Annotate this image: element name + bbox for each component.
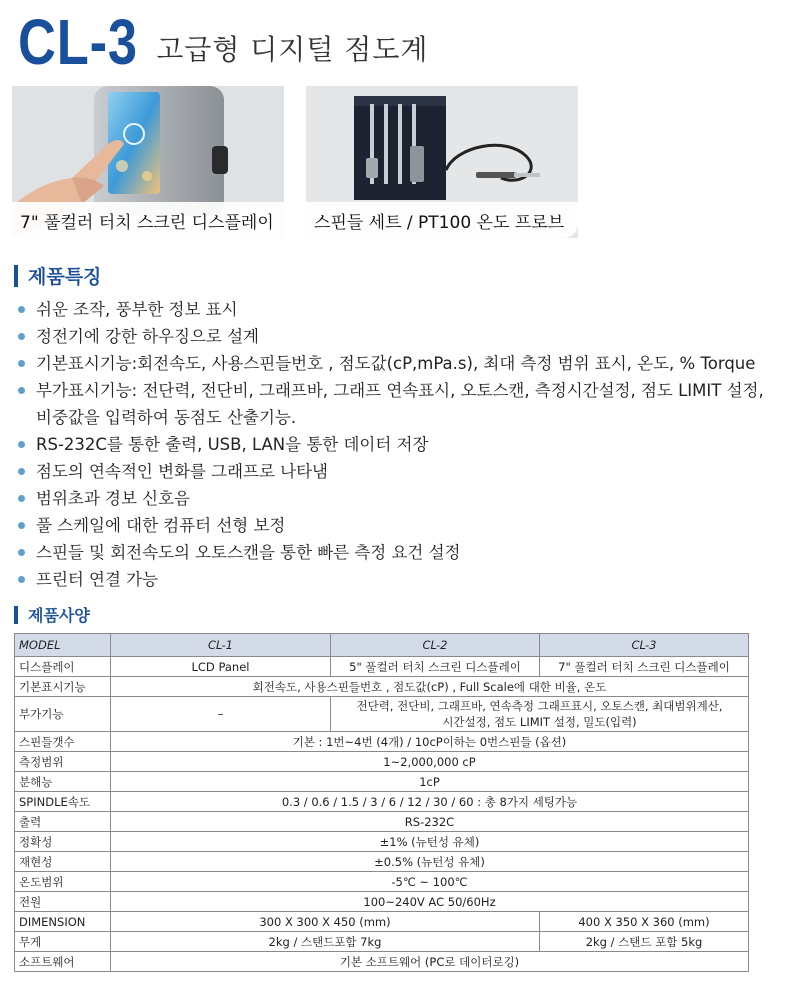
heading-bar	[14, 265, 18, 287]
heading-bar	[14, 606, 18, 624]
column-header: MODEL	[15, 634, 111, 657]
table-cell: 7" 풀컬러 터치 스크린 디스플레이	[540, 657, 749, 677]
table-row	[15, 697, 749, 732]
row-label: 무게	[15, 932, 111, 952]
bullet-icon	[18, 468, 25, 475]
table-cell: –	[111, 697, 331, 732]
spec-title: 제품사양	[28, 606, 90, 625]
table-row	[15, 657, 749, 677]
spec-heading	[14, 603, 90, 626]
table-cell: ±0.5% (뉴턴성 유체)	[111, 852, 749, 872]
bullet-icon	[18, 495, 25, 502]
page-header	[18, 4, 429, 78]
table-row	[15, 677, 749, 697]
table-cell: 0.3 / 0.6 / 1.5 / 3 / 6 / 12 / 30 / 60 : 총 8가지 세팅가능	[111, 792, 749, 812]
row-label: 기본표시기능	[15, 677, 111, 697]
table-cell: 5" 풀컬러 터치 스크린 디스플레이	[331, 657, 540, 677]
row-label: 전원	[15, 892, 111, 912]
table-cell: 기본 : 1번~4번 (4개) / 10cP이하는 0번스핀들 (옵션)	[111, 732, 749, 752]
list-item: 프린터 연결 가능	[16, 566, 786, 593]
list-item: 범위초과 경보 신호음	[16, 485, 786, 512]
table-row	[15, 752, 749, 772]
cell-line: 전단력, 전단비, 그래프바, 연속측정 그래프표시, 오토스캔, 최대범위계산,	[356, 699, 723, 713]
table-cell: 100~240V AC 50/60Hz	[111, 892, 749, 912]
table-cell: -5℃ ~ 100℃	[111, 872, 749, 892]
table-cell: 2kg / 스탠드포함 7kg	[111, 932, 540, 952]
column-header: CL-1	[111, 634, 331, 657]
table-cell: 1~2,000,000 cP	[111, 752, 749, 772]
table-row	[15, 892, 749, 912]
spec-table	[14, 633, 749, 972]
list-item: RS-232C를 통한 출력, USB, LAN을 통한 데이터 저장	[16, 431, 786, 458]
bullet-icon	[18, 306, 25, 313]
bullet-icon	[18, 576, 25, 583]
table-row	[15, 772, 749, 792]
table-cell: LCD Panel	[111, 657, 331, 677]
table-row	[15, 832, 749, 852]
row-label: 측정범위	[15, 752, 111, 772]
photo-caption: 7" 풀컬러 터치 스크린 디스플레이	[12, 202, 284, 238]
table-row	[15, 812, 749, 832]
table-row	[15, 932, 749, 952]
bullet-icon	[18, 333, 25, 340]
features-title: 제품특징	[28, 266, 102, 288]
spindle-set-photo	[306, 86, 578, 238]
table-row	[15, 872, 749, 892]
row-label: 소프트웨어	[15, 952, 111, 972]
column-header: CL-2	[331, 634, 540, 657]
row-label: 스핀들갯수	[15, 732, 111, 752]
row-label: 디스플레이	[15, 657, 111, 677]
list-item: 풀 스케일에 대한 컴퓨터 선형 보정	[16, 512, 786, 539]
features-heading	[14, 262, 101, 289]
touch-screen-photo	[12, 86, 284, 238]
row-label: 분해능	[15, 772, 111, 792]
bullet-icon	[18, 441, 25, 448]
table-header-row	[15, 634, 749, 657]
table-cell: 1cP	[111, 772, 749, 792]
model-subtitle: 고급형 디지털 점도계	[156, 33, 429, 66]
features-list	[16, 296, 786, 593]
table-row	[15, 792, 749, 812]
table-row	[15, 852, 749, 872]
list-item: 정전기에 강한 하우징으로 설계	[16, 323, 786, 350]
row-label: 부가기능	[15, 697, 111, 732]
row-label: 재현성	[15, 852, 111, 872]
table-row	[15, 732, 749, 752]
bullet-icon	[18, 387, 25, 394]
bullet-icon	[18, 360, 25, 367]
row-label: 출력	[15, 812, 111, 832]
table-row	[15, 952, 749, 972]
bullet-icon	[18, 522, 25, 529]
model-title: CL-3	[18, 6, 138, 78]
table-cell: 300 X 300 X 450 (mm)	[111, 912, 540, 932]
photo-caption: 스핀들 세트 / PT100 온도 프로브	[306, 202, 578, 238]
bullet-icon	[18, 549, 25, 556]
table-cell: 회전속도, 사용스핀들번호 , 점도값(cP) , Full Scale에 대한 비율, 온도	[111, 677, 749, 697]
column-header: CL-3	[540, 634, 749, 657]
list-item: 쉬운 조작, 풍부한 정보 표시	[16, 296, 786, 323]
table-cell: 기본 소프트웨어 (PC로 데이터로깅)	[111, 952, 749, 972]
table-cell	[331, 697, 749, 732]
table-cell: RS-232C	[111, 812, 749, 832]
table-cell: 2kg / 스탠드 포함 5kg	[540, 932, 749, 952]
table-cell: ±1% (뉴턴성 유체)	[111, 832, 749, 852]
table-cell: 400 X 350 X 360 (mm)	[540, 912, 749, 932]
row-label: DIMENSION	[15, 912, 111, 932]
row-label: SPINDLE속도	[15, 792, 111, 812]
list-item-continuation: 비중값을 입력하여 동점도 산출기능.	[36, 408, 297, 427]
row-label: 온도범위	[15, 872, 111, 892]
row-label: 정확성	[15, 832, 111, 852]
list-item: 스핀들 및 회전속도의 오토스캔을 통한 빠른 측정 요건 설정	[16, 539, 786, 566]
list-item: 기본표시기능:회전속도, 사용스핀들번호 , 점도값(cP,mPa.s), 최대 측정 범위 표시, 온도, % Torque	[16, 350, 786, 377]
list-item: 부가표시기능: 전단력, 전단비, 그래프바, 그래프 연속표시, 오토스캔, 측정시간설정, 점도 LIMIT 설정,	[16, 377, 786, 404]
cell-line: 시간설정, 점도 LIMIT 설정, 밀도(입력)	[442, 715, 637, 729]
list-item: 점도의 연속적인 변화를 그래프로 나타냄	[16, 458, 786, 485]
table-row	[15, 912, 749, 932]
